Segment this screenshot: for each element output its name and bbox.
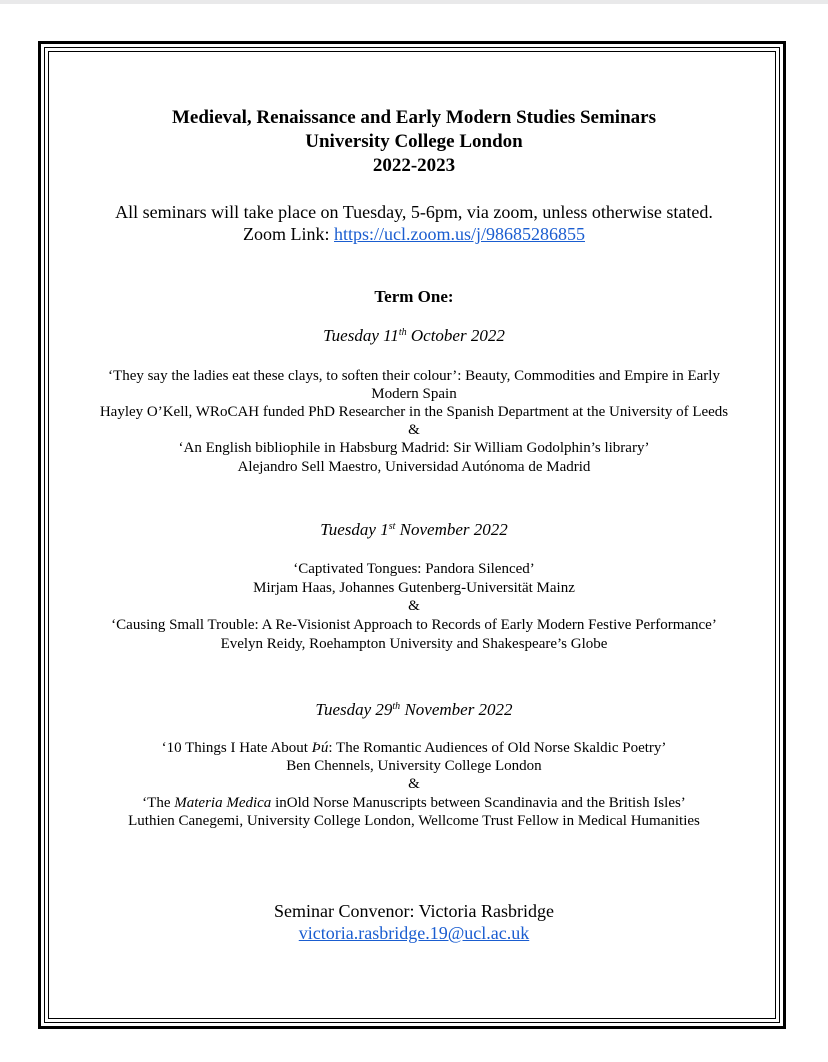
zoom-link-label: Zoom Link:	[243, 224, 334, 244]
ampersand: &	[408, 422, 420, 438]
convenor-name: Seminar Convenor: Victoria Rasbridge	[273, 901, 555, 921]
talk-speaker: Alejandro Sell Maestro, Universidad Autónoma de Madrid	[237, 459, 591, 475]
talk-speaker: Ben Chennels, University College London	[286, 758, 542, 774]
talk-title-text: inOld Norse Manuscripts between Scandinavia and the British Isles’	[271, 795, 686, 811]
talk-title: ‘They say the ladies eat these clays, to soften their colour’: Beauty, Commodities and Empire in Early	[108, 368, 720, 384]
talk-speaker: Hayley O’Kell, WRoCAH funded PhD Researcher in the Spanish Department at the University of Leeds	[99, 404, 729, 420]
ampersand: &	[408, 776, 420, 792]
session-date-text: Tuesday 1	[320, 520, 389, 539]
session-date	[0, 326, 828, 346]
title-line-3: 2022-2023	[372, 155, 456, 176]
talk-speaker: Mirjam Haas, Johannes Gutenberg-Universität Mainz	[253, 580, 575, 596]
convenor-email-link[interactable]: victoria.rasbridge.19@ucl.ac.uk	[298, 923, 530, 943]
ampersand: &	[408, 598, 420, 614]
talk-title-italic: Materia Medica	[174, 795, 272, 811]
talk-title-continued: Modern Spain	[371, 386, 457, 402]
talk-title-text: ‘10 Things I Hate About	[161, 740, 312, 756]
session-date	[0, 520, 828, 540]
session-date-text: October 2022	[406, 326, 505, 345]
date-suffix: th	[398, 327, 407, 338]
talk-title: ‘An English bibliophile in Habsburg Madrid: Sir William Godolphin’s library’	[178, 440, 650, 456]
convenor-email-line	[0, 922, 828, 944]
session-date-text: Tuesday 29	[315, 700, 393, 719]
date-suffix: th	[392, 701, 401, 712]
talk-speaker: Evelyn Reidy, Roehampton University and Shakespeare’s Globe	[220, 636, 608, 652]
talk-title	[0, 794, 828, 813]
talk-title-text: : The Romantic Audiences of Old Norse Skaldic Poetry’	[328, 740, 667, 756]
talk-title: ‘Captivated Tongues: Pandora Silenced’	[293, 561, 535, 577]
session-date-text: November 2022	[395, 520, 508, 539]
title-line-1: Medieval, Renaissance and Early Modern Studies Seminars	[172, 107, 656, 128]
session-date-text: Tuesday 11	[323, 326, 399, 345]
term-heading: Term One:	[374, 287, 454, 306]
talk-speaker: Luthien Canegemi, University College London, Wellcome Trust Fellow in Medical Humanities	[128, 813, 700, 829]
session-date-text: November 2022	[400, 700, 513, 719]
talk-title	[0, 739, 828, 758]
talk-title: ‘Causing Small Trouble: A Re-Visionist Approach to Records of Early Modern Festive Performance’	[111, 617, 717, 633]
date-suffix: st	[388, 521, 396, 532]
talk-title-italic: Þú	[311, 740, 329, 756]
title-line-2: University College London	[305, 131, 523, 152]
session-date	[0, 700, 828, 720]
talk-title-text: ‘The	[142, 795, 175, 811]
seminar-notice: All seminars will take place on Tuesday, 5-6pm, via zoom, unless otherwise stated.	[115, 202, 713, 222]
zoom-link-line	[0, 223, 828, 245]
zoom-link[interactable]: https://ucl.zoom.us/j/98685286855	[334, 224, 585, 244]
